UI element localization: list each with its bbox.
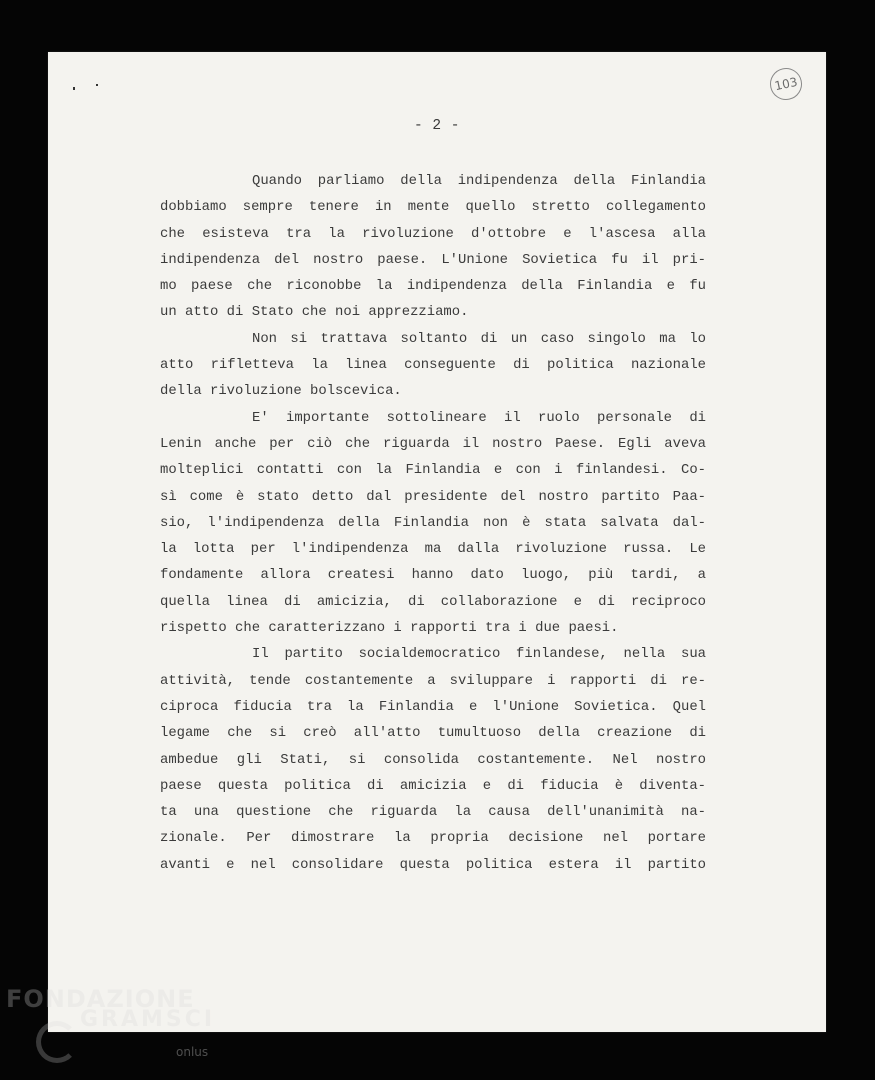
gramsci-logo-icon: [36, 1021, 78, 1063]
text-line: la lotta per l'indipendenza ma dalla rivoluzione russa. Le: [160, 541, 706, 558]
text-line: paese questa politica di amicizia e di fiducia è diventa-: [160, 777, 706, 794]
folio-stamp: 103: [767, 65, 805, 103]
text-line: molteplici contatti con la Finlandia e con i finlandesi. Co-: [160, 462, 706, 479]
text-line: Non si trattava soltanto di un caso singolo ma lo: [252, 330, 706, 347]
text-line: mo paese che riconobbe la indipendenza della Finlandia e fu: [160, 278, 706, 295]
ink-speck: [96, 84, 98, 86]
text-line: della rivoluzione bolscevica.: [160, 383, 402, 400]
text-line: ambedue gli Stati, si consolida costantemente. Nel nostro: [160, 751, 706, 768]
text-line: E' importante sottolineare il ruolo personale di: [252, 409, 706, 426]
fondazione-gramsci-watermark: [6, 985, 226, 1075]
text-line: ciproca fiducia tra la Finlandia e l'Unione Sovietica. Quel: [160, 698, 706, 715]
text-line: Quando parliamo della indipendenza della Finlandia: [252, 173, 706, 189]
text-line: sio, l'indipendenza della Finlandia non è stata salvata dal-: [160, 514, 706, 531]
text-line: Lenin anche per ciò che riguarda il nostro Paese. Egli aveva: [160, 435, 706, 452]
watermark-line-2: GRAMSCI: [80, 1007, 216, 1032]
text-line: attività, tende costantemente a sviluppare i rapporti di re-: [160, 672, 706, 689]
text-line: un atto di Stato che noi apprezziamo.: [160, 304, 469, 321]
text-line: Il partito socialdemocratico finlandese, nella sua: [252, 646, 706, 663]
text-line: ta una questione che riguarda la causa dell'unanimità na-: [160, 804, 706, 821]
text-line: sì come è stato detto dal presidente del nostro partito Paa-: [160, 488, 706, 505]
text-line: dobbiamo sempre tenere in mente quello stretto collegamento: [160, 199, 706, 216]
text-line: rispetto che caratterizzano i rapporti tra i due paesi.: [160, 620, 619, 637]
typed-body-text: [160, 168, 706, 878]
text-line: quella linea di amicizia, di collaborazione e di reciproco: [160, 593, 706, 610]
text-line: zionale. Per dimostrare la propria decisione nel portare: [160, 830, 706, 847]
text-line: atto rifletteva la linea conseguente di politica nazionale: [160, 357, 706, 374]
text-line: avanti e nel consolidare questa politica estera il partito: [160, 856, 706, 873]
document-page: [48, 52, 826, 1032]
page-number: - 2 -: [413, 118, 460, 134]
watermark-line-1: FONDAZIONE: [6, 985, 195, 1013]
text-line: legame che si creò all'atto tumultuoso della creazione di: [160, 725, 706, 742]
text-line: indipendenza del nostro paese. L'Unione Sovietica fu il pri-: [160, 251, 706, 268]
watermark-line-3: onlus: [176, 1045, 209, 1059]
text-line: che esisteva tra la rivoluzione d'ottobre e l'ascesa alla: [160, 225, 706, 242]
text-line: fondamente allora createsi hanno dato luogo, più tardi, a: [160, 567, 706, 584]
ink-speck: [73, 87, 75, 90]
